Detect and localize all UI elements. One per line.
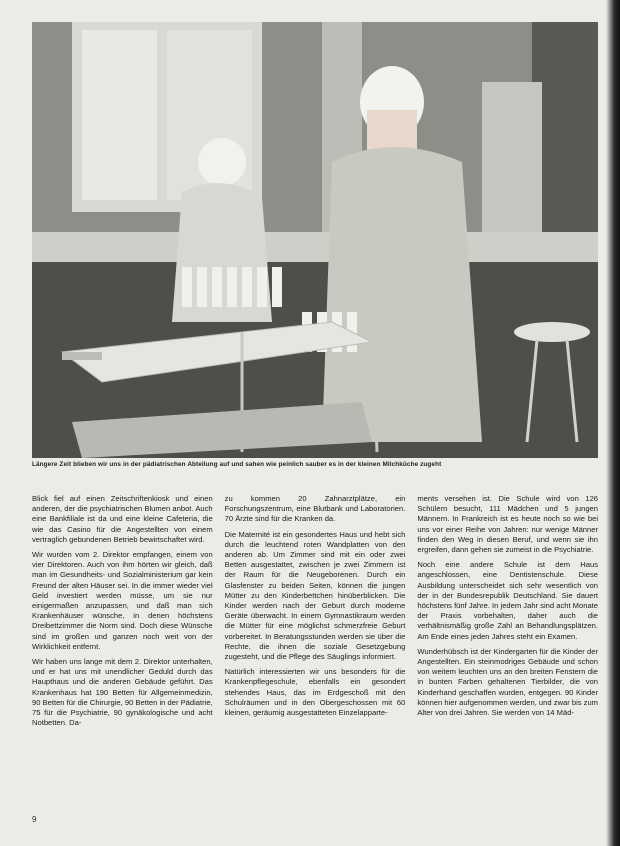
paragraph: Wir haben uns lange mit dem 2. Direktor unterhalten, und er hat uns mit unendlicher Geduld durch das Haupthaus und die anderen Gebäude geführt. Das Krankenhaus hat 190 Betten für Allgemeinmedizin, 90 Betten für die Chirurgie, 90 Betten in der Pädiatrie, 75 für die Psychiatrie, 90 gynäkologische und acht Notbetten. Da- (32, 657, 213, 728)
photo-illustration (32, 22, 598, 458)
paragraph: ments versehen ist. Die Schule wird von 126 Schülern besucht, 111 Mädchen und 5 jungen Männern. In Frankreich ist es heute noch so wie bei uns vor einer Reihe von Jahren: nur wenige Männer finden den Weg in diesen Beruf, und wenn sie ihn ergreifen, dann gehen sie zumeist in die Psychiatrie. (417, 494, 599, 555)
paragraph: zu kommen 20 Zahnarztplätze, ein Forschungszentrum, eine Blutbank und Laboratorien. 70 Ärzte sind für die Kranken da. (224, 494, 406, 524)
photo-caption: Längere Zeit blieben wir uns in der pädiatrischen Abteilung auf und sahen wie peinlich sauber es in der kleinen Milchküche zugeht (32, 461, 442, 468)
page-number: 9 (32, 815, 37, 824)
paragraph: Wir wurden vom 2. Direktor empfangen, einem von vier Direktoren. Auch von ihm hörten wir gleich, daß man im Gesundheits- und Sozialministerium gar kein Freund der alten Häuser sei. In die immer wieder viel Geld investiert werden müsse, um sie nur einigermaßen anzupassen, und daß man sich Krankenhäuser wünsche, in denen höchstens Dreibettzimmer die Norm sind. Doch diese Wünsche sind im großen und ganzen noch weit von der Wirklichkeit entfernt. (32, 550, 213, 651)
column-1 (32, 494, 213, 812)
column-2 (225, 494, 406, 812)
paragraph: Blick fiel auf einen Zeitschriftenkiosk und einen anderen, der die psychiatrischen Blumen anbot. Auch eine Bankfiliale ist da und eine kleine Cafeteria, die wie das Casino für die Angestellten von einem vertraglich gebundenen Betrieb bewirtschaftet wird. (32, 494, 213, 544)
page-edge-shadow (606, 0, 620, 846)
column-3 (417, 494, 598, 812)
paragraph: Natürlich interessierten wir uns besonders für die Krankenpflegeschule, ebenfalls ein gesondert stehendes Haus, das im Erdgeschoß mit den Schulräumen und in den Obergeschossen mit 60 kleinen, geräumig ausgestatteten Einzelapparte- (224, 667, 406, 718)
paragraph: Noch eine andere Schule ist dem Haus angeschlossen, eine Dentistenschule. Diese Ausbildung unterscheidet sich sehr wesentlich von der in der Bundesrepublik Deutschland. Sie dauert höchstens fünf Jahre. In jedem Jahr sind acht Monate der Praxis vorbehalten, daher auch die verhältnismäßig große Zahl an Behandlungsplätzen. Am Ende eines jeden Jahres steht ein Examen. (417, 560, 599, 641)
paragraph: Wunderhübsch ist der Kindergarten für die Kinder der Angestellten. Ein steinmodriges Gebäude und schon von weitem leuchten uns an den breiten Fenstern die in bunten Farben gehaltenen Tierbilder, die von Kinderhand geschaffen wurden, entgegen. 90 Kinder können hier aufgenommen werden, und zwar bis zum Alter von drei Jahren. Sie werden von 14 Mäd- (417, 646, 599, 718)
photo (32, 22, 598, 458)
article-columns (32, 494, 598, 812)
paragraph: Die Maternité ist ein gesondertes Haus und hebt sich durch die leuchtend roten Wandplatten von den anderen ab. Um Zimmer sind mit ein oder zwei Betten ausgestattet, zwischen je zwei Zimmern ist der Raum für die Neugeborenen. Durch ein Glasfenster zu beiden Seiten, können die jungen Mütter zu den Kinderbettchen hinüberblicken. Die Kinder werden nach der Geburt durch moderne Geräte überwacht. In einem Gymnastikraum werden die Mütter für eine möglichst schmerzfreie Geburt vorbereitet. In Beratungsstunden werden sie über die Rechte, die ihnen die soziale Gesetzgebung zugesteht, und die Pflege des Säuglings informiert. (224, 529, 406, 662)
